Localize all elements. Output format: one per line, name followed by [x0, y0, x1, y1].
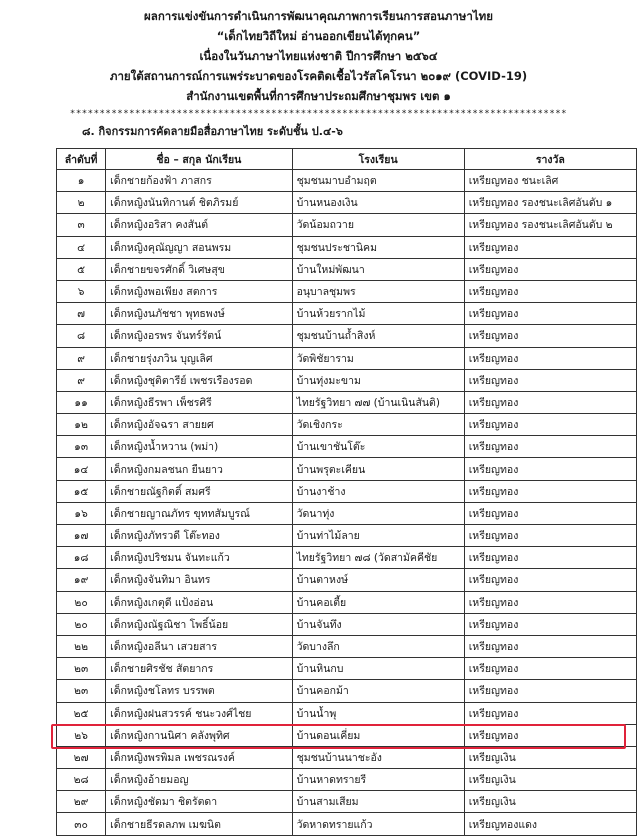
student-name: เด็กหญิงอ้ายมอญ	[106, 769, 292, 791]
school-name: วัดหาดทรายแก้ว	[292, 813, 464, 835]
row-number: ๑๒	[57, 414, 106, 436]
star-divider: ************************************************************************************	[69, 109, 568, 119]
table-body	[57, 170, 637, 836]
school-name: บ้านคอเตี้ย	[292, 591, 464, 613]
row-number: ๒๙	[57, 791, 106, 813]
student-name: เด็กหญิงเกตุดี แป้งอ่อน	[106, 591, 292, 613]
table-row	[57, 214, 637, 236]
row-number: ๒๓	[57, 680, 106, 702]
school-name: บ้านพรุตะเคียน	[292, 458, 464, 480]
award: เหรียญทอง	[464, 724, 636, 746]
award: เหรียญเงิน	[464, 791, 636, 813]
row-number: ๒๐	[57, 613, 106, 635]
row-number: ๒๖	[57, 724, 106, 746]
award: เหรียญทอง	[464, 680, 636, 702]
award: เหรียญทอง	[464, 280, 636, 302]
table-row	[57, 724, 637, 746]
header-line-4: ภายใต้สถานการณ์การแพร่ระบาดของโรคติดเชื้อไวรัสโคโรนา ๒๐๑๙ (COVID-19)	[109, 69, 528, 83]
student-name: เด็กหญิงกมลชนก ยืนยาว	[106, 458, 292, 480]
school-name: บ้านคอกม้า	[292, 680, 464, 702]
student-name: เด็กชายรุ่งภวิน บุญเลิศ	[106, 347, 292, 369]
award: เหรียญทอง	[464, 569, 636, 591]
award: เหรียญทอง	[464, 458, 636, 480]
school-name: วัดพิชัยาราม	[292, 347, 464, 369]
award: เหรียญทอง รองชนะเลิศอันดับ ๒	[464, 214, 636, 236]
school-name: บ้านดอนเคี่ยม	[292, 724, 464, 746]
award: เหรียญทอง	[464, 658, 636, 680]
student-name: เด็กชายณัฐกิตติ์ สมศรี	[106, 480, 292, 502]
table-row	[57, 547, 637, 569]
student-name: เด็กหญิงจันทิมา อินทร	[106, 569, 292, 591]
award: เหรียญทอง รองชนะเลิศอันดับ ๑	[464, 192, 636, 214]
table-row	[57, 480, 637, 502]
student-name: เด็กหญิงอรพร จันทร์รัตน์	[106, 325, 292, 347]
student-name: เด็กหญิงชุติตารีย์ เพชรเรืองรอด	[106, 369, 292, 391]
table-row	[57, 192, 637, 214]
school-name: วัดน้อมถวาย	[292, 214, 464, 236]
student-name: เด็กหญิงคุณัญญา สอนพรม	[106, 236, 292, 258]
student-name: เด็กชายก้องฟ้า ภาสกร	[106, 170, 292, 192]
student-name: เด็กหญิงชัดมา ชิตรัตดา	[106, 791, 292, 813]
table-row	[57, 325, 637, 347]
row-number: ๒๗	[57, 746, 106, 768]
activity-title: ๘. กิจกรรมการคัดลายมือสื่อภาษาไทย ระดับชั้น ป.๔-๖	[82, 125, 343, 138]
table-header-row	[57, 149, 637, 170]
school-name: บ้านงาช้าง	[292, 480, 464, 502]
school-name: บ้านสามเสียม	[292, 791, 464, 813]
header-name: ชื่อ – สกุล นักเรียน	[106, 149, 292, 170]
table-row	[57, 813, 637, 835]
row-number: ๑๓	[57, 436, 106, 458]
award: เหรียญทอง	[464, 525, 636, 547]
school-name: บ้านห้วยรากไม้	[292, 303, 464, 325]
school-name: บ้านหินกบ	[292, 658, 464, 680]
header-school: โรงเรียน	[292, 149, 464, 170]
row-number: ๑๖	[57, 502, 106, 524]
table-row	[57, 613, 637, 635]
table-row	[57, 391, 637, 413]
row-number: ๑๑	[57, 391, 106, 413]
school-name: วัดเชิงกระ	[292, 414, 464, 436]
award: เหรียญทอง	[464, 613, 636, 635]
student-name: เด็กหญิงอัจฉรา สายยศ	[106, 414, 292, 436]
school-name: บ้านหาดทรายรี	[292, 769, 464, 791]
award: เหรียญทอง	[464, 702, 636, 724]
award: เหรียญทอง	[464, 391, 636, 413]
header-line-1: ผลการแข่งขันการดำเนินการพัฒนาคุณภาพการเรียนการสอนภาษาไทย	[144, 9, 493, 23]
award: เหรียญทอง	[464, 480, 636, 502]
student-name: เด็กหญิงธีรพา เพ็ชรศิรี	[106, 391, 292, 413]
award: เหรียญทอง	[464, 436, 636, 458]
row-number: ๘	[57, 325, 106, 347]
table-row	[57, 303, 637, 325]
student-name: เด็กหญิงพอเพียง สตการ	[106, 280, 292, 302]
table-row	[57, 236, 637, 258]
school-name: ไทยรัฐวิทยา ๗๘ (วัดสามัคคีชัย	[292, 547, 464, 569]
student-name: เด็กหญิงณัฐณิชา โพธิ์น้อย	[106, 613, 292, 635]
header-line-2: “เด็กไทยวิถีใหม่ อ่านออกเขียนได้ทุกคน”	[216, 29, 421, 43]
table-row	[57, 635, 637, 657]
document-header	[0, 0, 637, 106]
school-name: ชุมชนบ้านถ้ำสิงห์	[292, 325, 464, 347]
row-number: ๑๗	[57, 525, 106, 547]
row-number: ๙	[57, 369, 106, 391]
student-name: เด็กหญิงกานนิศา คลังพุทิศ	[106, 724, 292, 746]
award: เหรียญทอง ชนะเลิศ	[464, 170, 636, 192]
school-name: วัดบางลึก	[292, 635, 464, 657]
student-name: เด็กหญิงปริชมน จันทะแก้ว	[106, 547, 292, 569]
student-name: เด็กหญิงน้ำหวาน (พม่า)	[106, 436, 292, 458]
student-name: เด็กหญิงฝนสวรรค์ ชนะวงศ์ไชย	[106, 702, 292, 724]
school-name: ชุมชนบ้านนาชะอัง	[292, 746, 464, 768]
school-name: ไทยรัฐวิทยา ๗๗ (บ้านเนินสันติ)	[292, 391, 464, 413]
table-row	[57, 414, 637, 436]
school-name: บ้านจันทึง	[292, 613, 464, 635]
student-name: เด็กหญิงพรพิมล เพชรณรงค์	[106, 746, 292, 768]
table-row	[57, 436, 637, 458]
table-row	[57, 791, 637, 813]
row-number: ๒๐	[57, 591, 106, 613]
row-number: ๗	[57, 303, 106, 325]
student-name: เด็กหญิงชโลทร บรรพต	[106, 680, 292, 702]
table-row	[57, 369, 637, 391]
student-name: เด็กหญิงอริสา คงสันต์	[106, 214, 292, 236]
school-name: บ้านหนองเงิน	[292, 192, 464, 214]
school-name: ชุมชนมาบอำมฤต	[292, 170, 464, 192]
row-number: ๑๙	[57, 569, 106, 591]
table-row	[57, 769, 637, 791]
table-row	[57, 680, 637, 702]
student-name: เด็กชายขจรศักดิ์ วิเศษสุข	[106, 258, 292, 280]
award: เหรียญทอง	[464, 236, 636, 258]
table-row	[57, 591, 637, 613]
table-row	[57, 458, 637, 480]
table-row	[57, 280, 637, 302]
award: เหรียญทอง	[464, 591, 636, 613]
row-number: ๙	[57, 347, 106, 369]
row-number: ๒๘	[57, 769, 106, 791]
award: เหรียญทอง	[464, 258, 636, 280]
table-row	[57, 347, 637, 369]
row-number: ๔	[57, 236, 106, 258]
header-line-3: เนื่องในวันภาษาไทยแห่งชาติ ปีการศึกษา ๒๕๖๔	[199, 49, 438, 63]
header-number: ลำดับที่	[57, 149, 106, 170]
award: เหรียญทอง	[464, 347, 636, 369]
row-number: ๒๒	[57, 635, 106, 657]
student-name: เด็กชายญาณภัทร ขุททสัมบูรณ์	[106, 502, 292, 524]
award: เหรียญทอง	[464, 547, 636, 569]
table-row	[57, 702, 637, 724]
student-name: เด็กหญิงนันทิกานต์ ชิตภิรมย์	[106, 192, 292, 214]
student-name: เด็กหญิงภัทรวดี โต๊ะทอง	[106, 525, 292, 547]
school-name: บ้านตาหงษ์	[292, 569, 464, 591]
school-name: บ้านน้ำพุ	[292, 702, 464, 724]
school-name: บ้านทุ่งมะขาม	[292, 369, 464, 391]
award: เหรียญทอง	[464, 325, 636, 347]
table-row	[57, 658, 637, 680]
row-number: ๑๔	[57, 458, 106, 480]
school-name: ชุมชนประชานิคม	[292, 236, 464, 258]
table-row	[57, 525, 637, 547]
school-name: บ้านเขาชันโต๊ะ	[292, 436, 464, 458]
award: เหรียญทองแดง	[464, 813, 636, 835]
row-number: ๓๐	[57, 813, 106, 835]
award: เหรียญทอง	[464, 635, 636, 657]
row-number: ๖	[57, 280, 106, 302]
school-name: อนุบาลชุมพร	[292, 280, 464, 302]
row-number: ๒๕	[57, 702, 106, 724]
row-number: ๒๓	[57, 658, 106, 680]
table-row	[57, 170, 637, 192]
student-name: เด็กหญิงอลีนา เสวยสาร	[106, 635, 292, 657]
table-row	[57, 258, 637, 280]
award: เหรียญทอง	[464, 303, 636, 325]
row-number: ๑๘	[57, 547, 106, 569]
student-name: เด็กชายธีรดลภพ เมฆนิต	[106, 813, 292, 835]
header-award: รางวัล	[464, 149, 636, 170]
table-row	[57, 502, 637, 524]
student-name: เด็กหญิงนภัชชา พุทธพงษ์	[106, 303, 292, 325]
award: เหรียญทอง	[464, 414, 636, 436]
award: เหรียญทอง	[464, 502, 636, 524]
row-number: ๕	[57, 258, 106, 280]
award: เหรียญเงิน	[464, 769, 636, 791]
header-line-5: สำนักงานเขตพื้นที่การศึกษาประถมศึกษาชุมพร เขต ๑	[186, 89, 451, 103]
table-row	[57, 569, 637, 591]
row-number: ๓	[57, 214, 106, 236]
award: เหรียญทอง	[464, 369, 636, 391]
row-number: ๑	[57, 170, 106, 192]
row-number: ๑๕	[57, 480, 106, 502]
school-name: วัดนาทุ่ง	[292, 502, 464, 524]
table-row	[57, 746, 637, 768]
school-name: บ้านใหม่พัฒนา	[292, 258, 464, 280]
school-name: บ้านท่าไม้ลาย	[292, 525, 464, 547]
results-table	[56, 148, 637, 836]
student-name: เด็กชายศิรชัช สัตยากร	[106, 658, 292, 680]
award: เหรียญเงิน	[464, 746, 636, 768]
row-number: ๒	[57, 192, 106, 214]
